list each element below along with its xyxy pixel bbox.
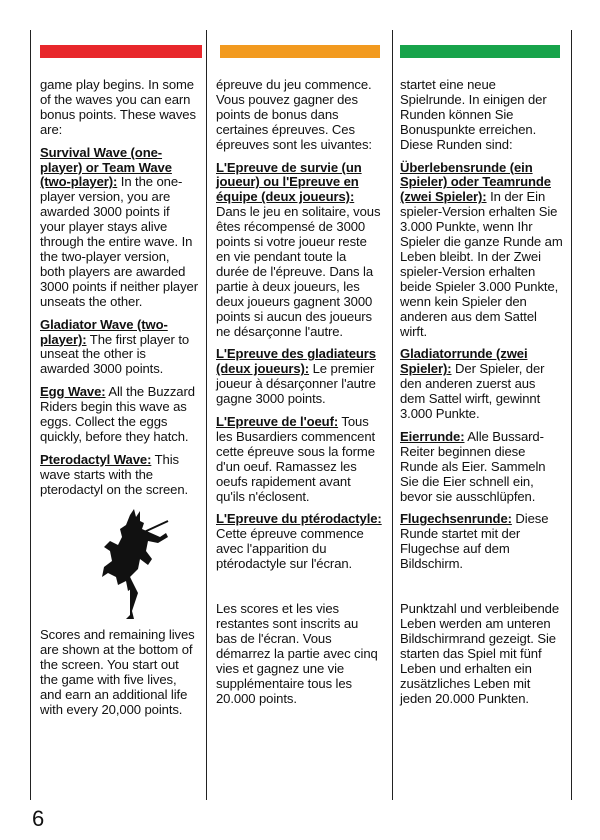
column-english	[40, 78, 198, 506]
column-german	[400, 78, 564, 714]
english-item-text: All the Buzzard Riders begin this wave as eggs. Collect the eggs quickly, before they hatch.	[40, 384, 195, 444]
german-item-text: Alle Bussard-Reiter beginnen diese Runde als Eier. Sammeln Sie die Eier schnell ein, bevor sie ausschlüpfen.	[400, 428, 546, 504]
english-item-term: Egg Wave:	[40, 384, 106, 400]
english-item-text: The first player to unseat the other is awarded 3000 points.	[40, 331, 190, 377]
german-outro: Punktzahl und verbleibende Leben werden am unteren Bildschirmrand gezeigt. Sie starten das Spiel mit fünf Leben und erhalten ein zusätzliches Leben mit jeden 20.000 Punkten.	[400, 601, 560, 706]
english-item	[40, 385, 198, 445]
english-item	[40, 453, 198, 498]
french-item	[216, 512, 382, 572]
color-bar-green	[400, 45, 560, 58]
page-number: 6	[32, 806, 45, 831]
knight-on-buzzard-silhouette-icon	[100, 507, 170, 622]
french-item-term: L'Epreuve de l'oeuf:	[216, 414, 339, 430]
color-bar-red	[40, 45, 202, 58]
english-item-term: Pterodactyl Wave:	[40, 451, 152, 467]
column-rule-right	[571, 30, 572, 800]
column-english-outro	[40, 628, 198, 725]
french-intro: épreuve du jeu commence. Vous pouvez gagner des points de bonus dans certaines épreuves. Ces épreuves sont les uivantes:	[216, 77, 372, 152]
french-item-term: L'Epreuve du ptérodactyle:	[216, 511, 382, 527]
english-outro: Scores and remaining lives are shown at the bottom of the screen. You start out the game with five lives, and earn an additional life with every 20,000 points.	[40, 627, 195, 717]
german-item-term: Überlebensrunde (ein Spieler) oder Teamrunde (zwei Spieler):	[400, 159, 551, 205]
german-intro: startet eine neue Spielrunde. In einigen der Runden können Sie Bonuspunkte erreichen. Diese Runden sind:	[400, 77, 547, 152]
german-item-text: Der Spieler, der den anderen zuerst aus dem Sattel wirft, gewinnt 3.000 Punkte.	[400, 361, 545, 422]
english-item-term: Gladiator Wave (two-player):	[40, 316, 168, 347]
german-item-term: Gladiatorrunde (zwei Spieler):	[400, 346, 528, 377]
french-outro: Les scores et les vies restantes sont inscrits au bas de l'écran. Vous démarrez la partie avec cinq vies et gagnez une vie supplémentaire tous les 20.000 points.	[216, 601, 378, 706]
german-item-text: In der Ein spieler-Version erhalten Sie 3.000 Punkte, wenn Ihr Spieler die ganze Runde am Leben bleibt. In der Zwei spieler-Version erhalten beide Spieler 3.000 Punkte, wenn kein Spieler den anderen aus dem Sattel wirft.	[400, 189, 563, 339]
german-item-text: Diese Runde startet mit der Flugechse auf dem Bildschirm.	[400, 511, 549, 572]
french-item-term: L'Epreuve des gladiateurs (deux joueurs):	[216, 346, 376, 377]
german-item	[400, 161, 564, 340]
french-item-text: Dans le jeu en solitaire, vous êtes récompensé de 3000 points si votre joueur reste en vie pendant toute la durée de l'épreuve. Dans la partie à deux joueurs, les deux joueurs gagnent 3000 points si aucun des joueurs ne désarçonne l'autre.	[216, 204, 381, 339]
french-item	[216, 347, 382, 407]
german-item	[400, 347, 564, 422]
german-item-term: Eierrunde:	[400, 428, 465, 444]
french-item-term: L'Epreuve de survie (un joueur) ou l'Epreuve en équipe (deux joueurs):	[216, 159, 362, 205]
column-rule-1	[206, 30, 207, 800]
french-item	[216, 161, 382, 340]
english-item	[40, 146, 198, 310]
color-bar-orange	[220, 45, 380, 58]
french-item-text: Le premier joueur à désarçonner l'autre gagne 3000 points.	[216, 361, 376, 407]
column-rule-2	[392, 30, 393, 800]
english-item-term: Survival Wave (one-player) or Team Wave (two-player):	[40, 144, 172, 190]
english-item	[40, 318, 198, 378]
english-item-text: This wave starts with the pterodactyl on the screen.	[40, 451, 189, 497]
french-item-text: Cette épreuve commence avec l'apparition du ptérodactyle sur l'écran.	[216, 526, 364, 572]
column-french	[216, 78, 382, 714]
german-item	[400, 430, 564, 505]
column-rule-left	[30, 30, 31, 800]
english-item-text: In the one-player version, you are awarded 3000 points if your player stays alive through the entire wave. In the two-player version, both players are awarded 3000 points if neither player unseats the other.	[40, 174, 198, 309]
english-intro: game play begins. In some of the waves you can earn bonus points. These waves are:	[40, 77, 196, 137]
german-item	[400, 512, 564, 572]
french-item-text: Tous les Busardiers commencent cette épreuve sous la forme d'un oeuf. Ramassez les oeufs rapidement avant qu'ils n'éclosent.	[216, 414, 376, 504]
french-item	[216, 415, 382, 504]
german-item-term: Flugechsenrunde:	[400, 511, 512, 527]
